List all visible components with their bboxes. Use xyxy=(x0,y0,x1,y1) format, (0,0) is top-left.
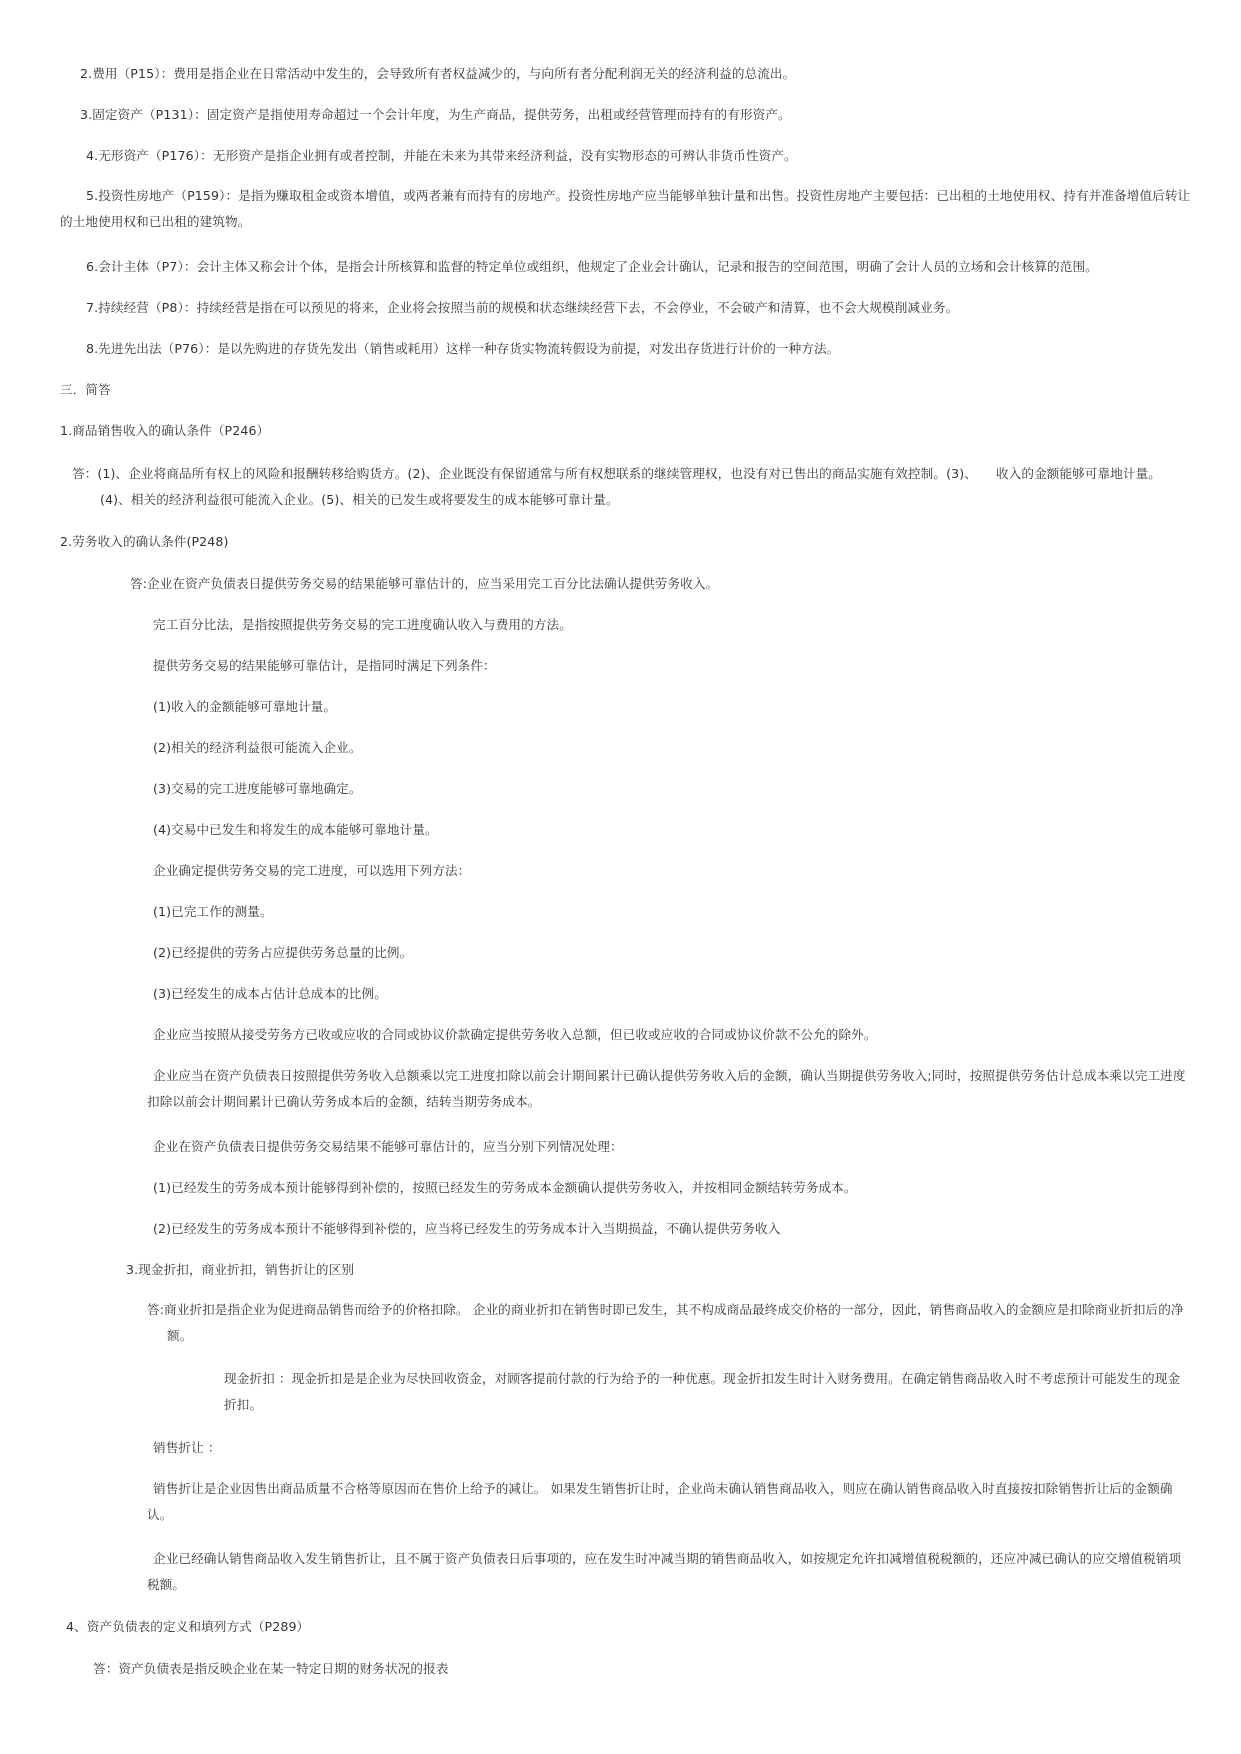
definition-investment-property: 5.投资性房地产（P159）：是指为赚取租金或资本增值，或两者兼有而持有的房地产。投资性房地产应当能够单独计量和出售。投资性房地产主要包括：已出租的土地使用权、持有并准备增值后转让的土地使用权和已出租的建筑物。 xyxy=(60,188,1191,229)
definition-going-concern: 7.持续经营（P8）：持续经营是指在可以预见的将来，企业将会按照当前的规模和状态继续经营下去，不会停业，不会破产和清算，也不会大规模削减业务。 xyxy=(86,300,959,315)
question-3-allowance-recognized: 企业已经确认销售商品收入发生销售折让，且不属于资产负债表日后事项的，应在发生时冲减当期的销售商品收入，如按规定允许扣减增值税税额的，还应冲减已确认的应交增值税销项税额。 xyxy=(147,1551,1182,1592)
question-1-answer: 答：(1)、企业将商品所有权上的风险和报酬转移给购货方。(2)、企业既没有保留通常与所有权想联系的继续管理权，也没有对已售出的商品实施有效控制。(3)、 收入的金额能够可靠地计量。(4)、相关的经济利益很可能流入企业。(5)、相关的已发生或将要发生的成本能够可靠计量。 xyxy=(72,466,1162,507)
question-2-line: 企业确定提供劳务交易的完工进度，可以选用下列方法： xyxy=(153,863,471,878)
question-2-title: 2.劳务收入的确认条件(P248) xyxy=(60,534,229,549)
question-3-cash-discount: 现金折扣 ：现金折扣是是企业为尽快回收资金，对顾客提前付款的行为给予的一种优惠。现金折扣发生时计入财务费用。在确定销售商品收入时不考虑预计可能发生的现金折扣。 xyxy=(224,1371,1181,1412)
definition-fixed-assets: 3.固定资产（P131）：固定资产是指使用寿命超过一个会计年度，为生产商品，提供劳务，出租或经营管理而持有的有形资产。 xyxy=(80,107,791,122)
question-2-line: (3)已经发生的成本占估计总成本的比例。 xyxy=(153,986,387,1001)
question-4-title: 4、资产负债表的定义和填列方式（P289） xyxy=(66,1619,310,1634)
question-4-answer: 答：资产负债表是指反映企业在某一特定日期的财务状况的报表 xyxy=(93,1661,449,1676)
definition-accounting-entity: 6.会计主体（P7）：会计主体又称会计个体，是指会计所核算和监督的特定单位或组织，他规定了企业会计确认，记录和报告的空间范围，明确了会计人员的立场和会计核算的范围。 xyxy=(86,259,1098,274)
question-2-line: (2)相关的经济利益很可能流入企业。 xyxy=(153,740,362,755)
question-2-line: 提供劳务交易的结果能够可靠估计，是指同时满足下列条件： xyxy=(153,658,496,673)
question-3-commercial-discount: 答:商业折扣是指企业为促进商品销售而给予的价格扣除。 企业的商业折扣在销售时即已发生，其不构成商品最终成交价格的一部分，因此，销售商品收入的金额应是扣除商业折扣后的净额。 xyxy=(147,1302,1184,1343)
question-2-line: 答:企业在资产负债表日提供劳务交易的结果能够可靠估计的，应当采用完工百分比法确认提供劳务收入。 xyxy=(130,576,719,591)
question-2-line: (2)已经提供的劳务占应提供劳务总量的比例。 xyxy=(153,945,413,960)
definition-fifo: 8.先进先出法（P76）：是以先购进的存货先发出（销售或耗用）这样一种存货实物流转假设为前提，对发出存货进行计价的一种方法。 xyxy=(86,341,840,356)
question-1-title: 1.商品销售收入的确认条件（P246） xyxy=(60,423,270,438)
question-3-allowance-heading: 销售折让 ： xyxy=(153,1440,221,1455)
question-2-line: (1)收入的金额能够可靠地计量。 xyxy=(153,699,337,714)
question-2-line: (3)交易的完工进度能够可靠地确定。 xyxy=(153,781,362,796)
question-2-line: (2)已经发生的劳务成本预计不能够得到补偿的，应当将已经发生的劳务成本计入当期损益，不确认提供劳务收入 xyxy=(153,1221,781,1236)
question-2-line: (1)已经发生的劳务成本预计能够得到补偿的，按照已经发生的劳务成本金额确认提供劳务收入，并按相同金额结转劳务成本。 xyxy=(153,1180,857,1195)
question-2-line: 企业在资产负债表日提供劳务交易结果不能够可靠估计的，应当分别下列情况处理： xyxy=(153,1139,623,1154)
question-2-line: 企业应当在资产负债表日按照提供劳务收入总额乘以完工进度扣除以前会计期间累计已确认提供劳务收入后的金额，确认当期提供劳务收入;同时，按照提供劳务估计总成本乘以完工进度扣除以前会计期间累计已确认劳务成本后的金额，结转当期劳务成本。 xyxy=(147,1068,1186,1109)
definition-intangible-assets: 4.无形资产（P176）：无形资产是指企业拥有或者控制，并能在未来为其带来经济利益，没有实物形态的可辨认非货币性资产。 xyxy=(86,148,797,163)
definition-expense: 2.费用（P15）：费用是指企业在日常活动中发生的，会导致所有者权益减少的，与向所有者分配利润无关的经济利益的总流出。 xyxy=(80,66,796,81)
question-2-line: (4)交易中已发生和将发生的成本能够可靠地计量。 xyxy=(153,822,438,837)
question-3-allowance-definition: 销售折让是企业因售出商品质量不合格等原因而在售价上给予的减让。 如果发生销售折让时，企业尚未确认销售商品收入，则应在确认销售商品收入时直接按扣除销售折让后的金额确认。 xyxy=(147,1481,1173,1522)
question-2-line: 完工百分比法，是指按照提供劳务交易的完工进度确认收入与费用的方法。 xyxy=(153,617,572,632)
question-2-line: (1)已完工作的测量。 xyxy=(153,904,273,919)
question-3-title: 3.现金折扣，商业折扣，销售折让的区别 xyxy=(126,1262,355,1277)
question-2-line: 企业应当按照从接受劳务方已收或应收的合同或协议价款确定提供劳务收入总额，但已收或应收的合同或协议价款不公允的除外。 xyxy=(153,1027,877,1042)
section-heading-short-answer: 三．简答 xyxy=(60,382,111,397)
